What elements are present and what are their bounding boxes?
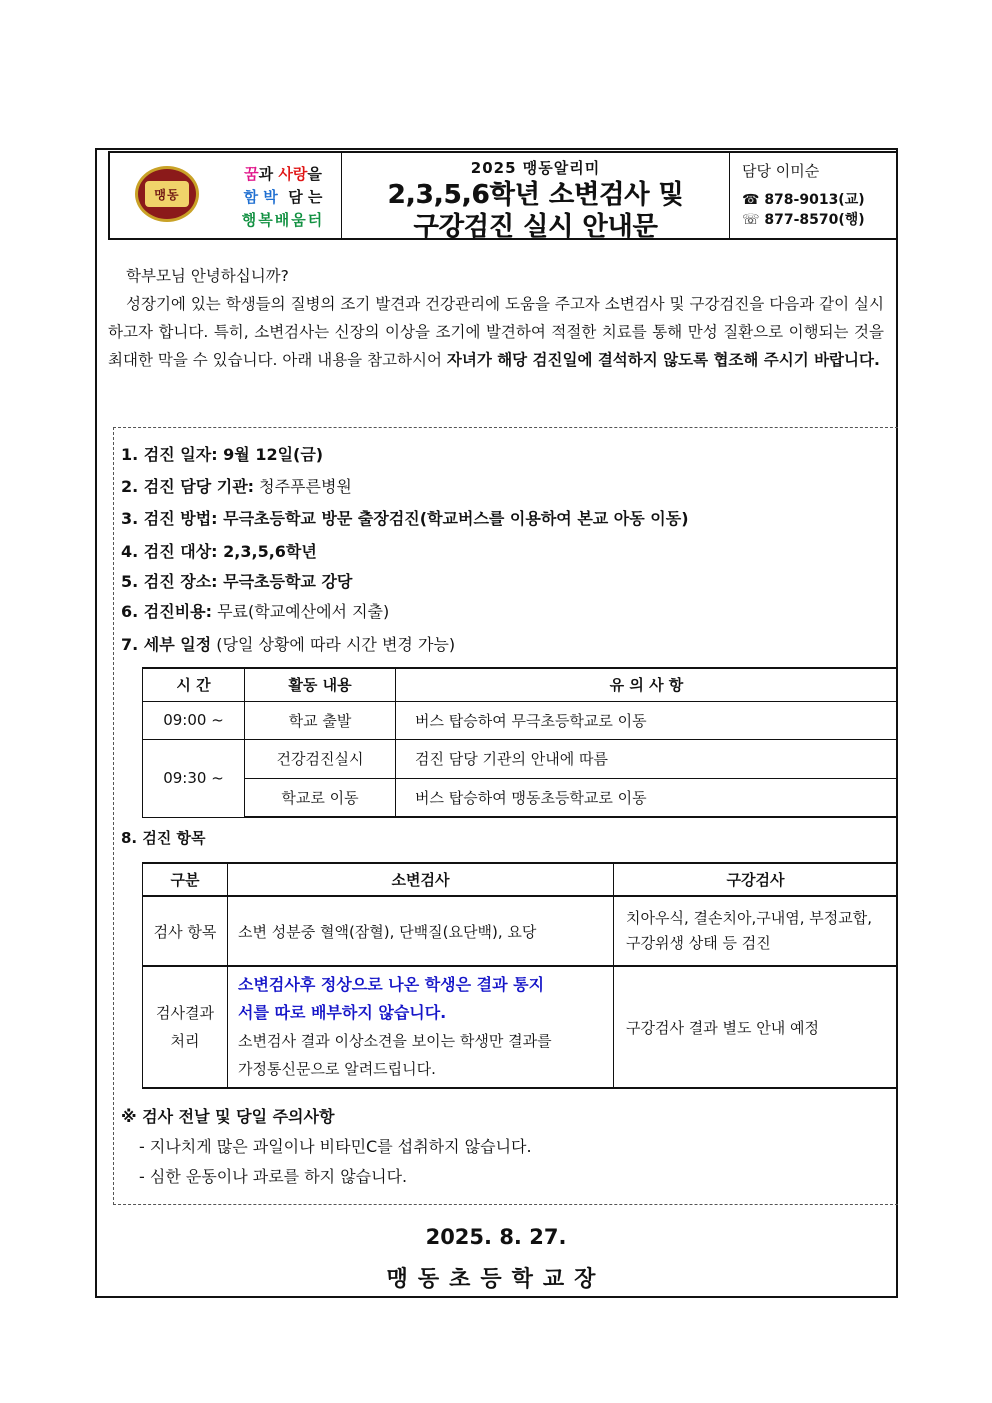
activity-cell: 건강검진실시 (245, 739, 396, 778)
note-cell: 검진 담당 기관의 안내에 따름 (396, 739, 898, 778)
table-row (143, 701, 898, 739)
item-value: 무극초등학교 방문 출장검진(학교버스를 이용하여 본교 아동 이동) (217, 509, 689, 528)
slogan-word: 행복배움터 (241, 211, 325, 229)
item-value: 청주푸른병원 (254, 477, 352, 496)
school-emblem (135, 166, 199, 222)
table-row (143, 739, 898, 778)
schedule-table (142, 667, 898, 818)
item-schedule (121, 634, 455, 656)
contact-person: 담당 이미순 (742, 162, 820, 180)
item-provider (121, 476, 352, 498)
category-line: 검사결과 (156, 1004, 214, 1022)
table-row (143, 778, 898, 817)
col-activity-header: 활동 내용 (245, 668, 396, 701)
item-label: 1. 검진 일자 (121, 445, 212, 464)
item-label: 6. 검진비용: (121, 602, 213, 621)
note-cell: 버스 탑승하여 무극초등학교로 이동 (396, 701, 898, 739)
slogan-word: 담 는 (288, 188, 323, 206)
urine-notice-line: 서를 따로 배부하지 않습니다. (238, 1003, 447, 1022)
item-label: 5. 검진 장소: (121, 572, 218, 591)
category-cell: 검사 항목 (143, 896, 228, 966)
item-value: 무극초등학교 강당 (217, 572, 353, 591)
precautions-title: ※ 검사 전날 및 당일 주의사항 (121, 1107, 335, 1126)
item-value: 무료(학교예산에서 지출) (212, 602, 390, 621)
item-value: 2,3,5,6학년 (217, 542, 317, 561)
urine-notice-line: 소변검사후 정상으로 나온 학생은 결과 통지 (238, 975, 545, 994)
col-note-header: 유 의 사 항 (396, 668, 898, 701)
item-label: 2. 검진 담당 기관: (121, 477, 255, 496)
header-box (108, 151, 898, 240)
precaution-line: - 심한 운동이나 과로를 하지 않습니다. (139, 1167, 408, 1186)
item-label: 7. 세부 일정 (121, 635, 212, 654)
item-cost (121, 601, 389, 623)
urine-cell (228, 966, 614, 1088)
time-cell: 09:00 ~ (143, 701, 245, 739)
item-target (121, 541, 317, 563)
category-line: 처리 (170, 1032, 200, 1050)
phone-admin: ☏ 877-8570(행) (742, 212, 865, 228)
item-method (121, 508, 689, 530)
section8-title: 8. 검진 항목 (121, 829, 206, 847)
activity-cell: 학교 출발 (245, 701, 396, 739)
header-title-cell (342, 153, 730, 242)
page-title-line1: 2,3,5,6학년 소변검사 및 (387, 180, 684, 210)
item-location (121, 571, 352, 593)
category-cell (143, 966, 228, 1088)
header-contact-cell (730, 153, 896, 238)
item-value: : 9월 12일(금) (211, 445, 324, 464)
table-header-row (143, 863, 898, 896)
greeting: 학부모님 안녕하십니까? (126, 267, 289, 285)
slogan-word: 함 박 (243, 188, 278, 206)
item-label: 3. 검진 방법: (121, 509, 218, 528)
emblem-text: 맹동 (145, 181, 189, 207)
intro-body-text: 성장기에 있는 학생들의 질병의 조기 발견과 건강관리에 도움을 주고자 소변검사 및 구강검진을 다음과 같이 실시하고자 합니다. 특히, 소변검사는 신장의 이상을 조기에 발견하여 적절한 치료를 통해 만성 질환으로 이행되는 것을 최대한 막을 수 있습니다. 아래 내용을 참고하시어 (108, 295, 884, 369)
oral-line: 치아우식, 결손치아,구내염, 부정교합, (626, 909, 872, 927)
principal-signature: 맹동초등학교장 (386, 1267, 606, 1292)
item-date (121, 444, 323, 466)
contact-info (742, 161, 865, 230)
note-cell: 버스 탑승하여 맹동초등학교로 이동 (396, 778, 898, 817)
table-header-row (143, 668, 898, 701)
precautions (121, 1102, 532, 1192)
oral-cell: 구강검사 결과 별도 안내 예정 (614, 966, 898, 1088)
intro-body (108, 290, 884, 374)
urine-cell: 소변 성분중 혈액(잠혈), 단백질(요단백), 요당 (228, 896, 614, 966)
table-row (143, 896, 898, 966)
oral-cell (614, 896, 898, 966)
oral-line: 구강위생 상태 등 검진 (626, 934, 771, 952)
urine-line: 가정통신문으로 알려드립니다. (238, 1060, 436, 1078)
precaution-line: - 지나치게 많은 과일이나 비타민C를 섭취하지 않습니다. (139, 1137, 532, 1156)
document-date: 2025. 8. 27. (425, 1225, 567, 1249)
page-title-line2: 구강검진 실시 안내문 (413, 212, 658, 242)
time-cell: 09:30 ~ (143, 739, 245, 817)
item-label: 4. 검진 대상: (121, 542, 218, 561)
item-value: (당일 상황에 따라 시간 변경 가능) (211, 635, 456, 654)
col-category-header: 구분 (143, 863, 228, 896)
col-urine-header: 소변검사 (228, 863, 614, 896)
table-row (143, 966, 898, 1088)
school-slogan (232, 163, 334, 232)
slogan-word: 과 (258, 165, 274, 183)
newsletter-name: 2025 맹동알리미 (470, 159, 601, 177)
exam-items-table (142, 862, 898, 1089)
col-oral-header: 구강검사 (614, 863, 898, 896)
intro-body-emphasis: 자녀가 해당 검진일에 결석하지 않도록 협조해 주시기 바랍니다. (446, 351, 880, 369)
col-time-header: 시 간 (143, 668, 245, 701)
slogan-word: 사랑 (278, 165, 308, 183)
activity-cell: 학교로 이동 (245, 778, 396, 817)
slogan-word: 꿈 (244, 165, 259, 183)
phone-school: ☎ 878-9013(교) (742, 192, 865, 208)
urine-line: 소변검사 결과 이상소견을 보이는 학생만 결과를 (238, 1032, 552, 1050)
header-logo-cell (110, 153, 342, 238)
slogan-word: 을 (307, 165, 322, 183)
intro-text (108, 262, 884, 374)
